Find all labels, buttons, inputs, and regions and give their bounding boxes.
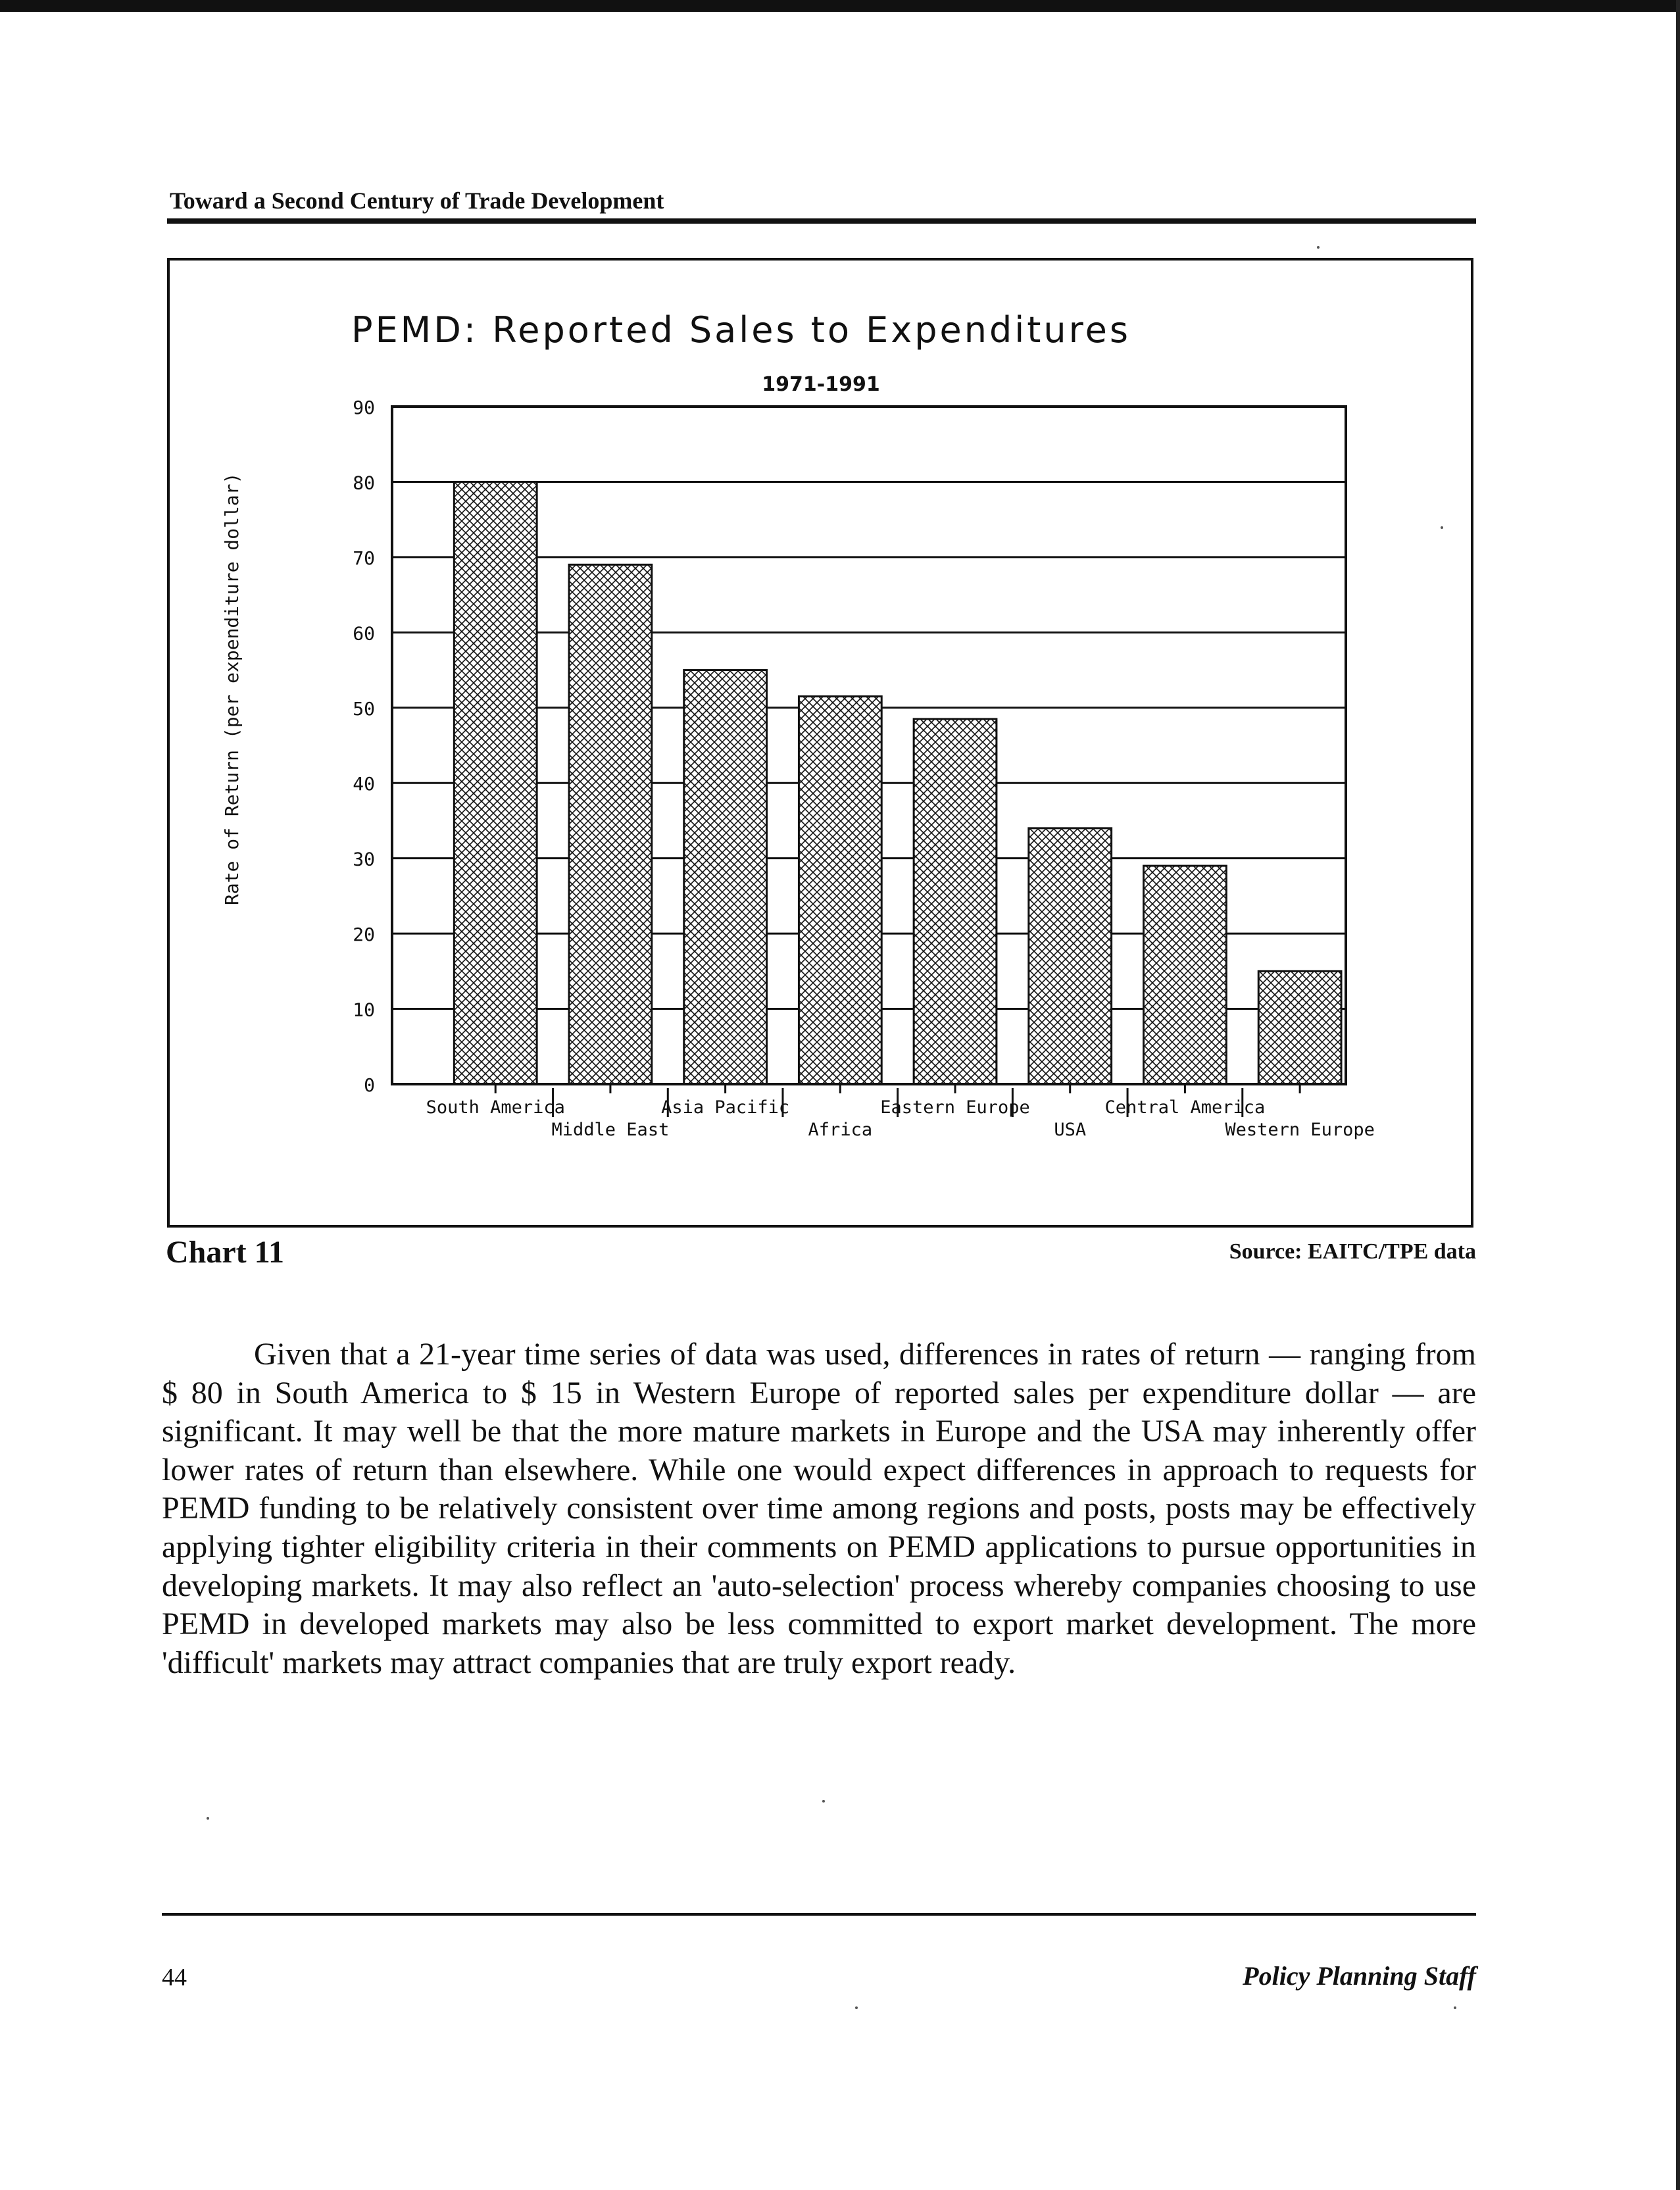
bar: [799, 697, 881, 1084]
x-tick-label: USA: [1054, 1120, 1087, 1140]
chart-label: Chart 11: [166, 1235, 284, 1270]
scan-speck: [207, 1817, 209, 1820]
y-tick-label: 40: [353, 773, 375, 795]
y-tick-label: 0: [364, 1074, 375, 1096]
page-number: 44: [162, 1964, 187, 1991]
y-tick-label: 30: [353, 848, 375, 870]
x-tick-label: Africa: [808, 1120, 873, 1140]
x-tick-label: Central America: [1104, 1097, 1266, 1118]
x-tick-labels: [426, 1084, 1375, 1140]
x-tick-label: South America: [426, 1097, 565, 1118]
chart-title: PEMD: Reported Sales to Expenditures: [351, 309, 1131, 351]
scan-speck: [1317, 246, 1320, 249]
y-tick-label: 50: [353, 697, 375, 720]
x-tick-label: Eastern Europe: [880, 1097, 1030, 1118]
x-tick-label: Asia Pacific: [661, 1097, 790, 1118]
x-tick-label: Middle East: [551, 1120, 670, 1140]
scan-edge-right: [1676, 0, 1680, 2190]
scan-speck: [1441, 526, 1443, 529]
y-tick-label: 10: [353, 999, 375, 1021]
chart-subtitle: 1971-1991: [762, 373, 880, 396]
scan-speck: [822, 1800, 825, 1803]
y-tick-label: 60: [353, 622, 375, 645]
running-head: Toward a Second Century of Trade Development: [170, 187, 664, 214]
bar: [1029, 828, 1112, 1084]
chart-frame: [167, 258, 1473, 1228]
y-tick-labels: [353, 397, 375, 1096]
scan-speck: [855, 2006, 858, 2009]
y-tick-label: 80: [353, 472, 375, 494]
y-tick-label: 90: [353, 397, 375, 418]
footer-org: Policy Planning Staff: [1243, 1961, 1476, 1991]
source-note: Source: EAITC/TPE data: [1229, 1239, 1476, 1264]
bar: [1258, 971, 1341, 1084]
y-tick-label: 70: [353, 547, 375, 569]
x-tick-label: Western Europe: [1225, 1120, 1375, 1140]
bar: [914, 719, 997, 1084]
bar: [454, 482, 537, 1084]
header-rule: [167, 218, 1476, 224]
y-axis-label: Rate of Return (per expenditure dollar): [221, 472, 243, 905]
scan-edge-top: [0, 0, 1680, 12]
bar-chart: [170, 261, 1471, 1225]
bar: [569, 564, 652, 1084]
y-tick-label: 20: [353, 924, 375, 946]
scan-speck: [1454, 2006, 1456, 2009]
footer-rule: [162, 1913, 1476, 1916]
body-paragraph: Given that a 21-year time series of data was used, differences in rates of return — ranging from $ 80 in South America to $ 15 in Western Europe of reported sales per expenditure dollar — are significant. It may well be that the more mature markets in Europe and the USA may inherently offer lower rates of return than elsewhere. While one would expect differences in approach to requests for PEMD funding to be relatively consistent over time among regions and posts, posts may be effectively applying tighter eligibility criteria in their comments on PEMD applications to pursue opportunities in developing markets. It may also reflect an 'auto-selection' process whereby companies choosing to use PEMD in developed markets may also be less committed to export market development. The more 'difficult' markets may attract companies that are truly export ready.: [162, 1337, 1476, 1680]
bar: [1144, 866, 1227, 1084]
bar: [684, 670, 767, 1084]
